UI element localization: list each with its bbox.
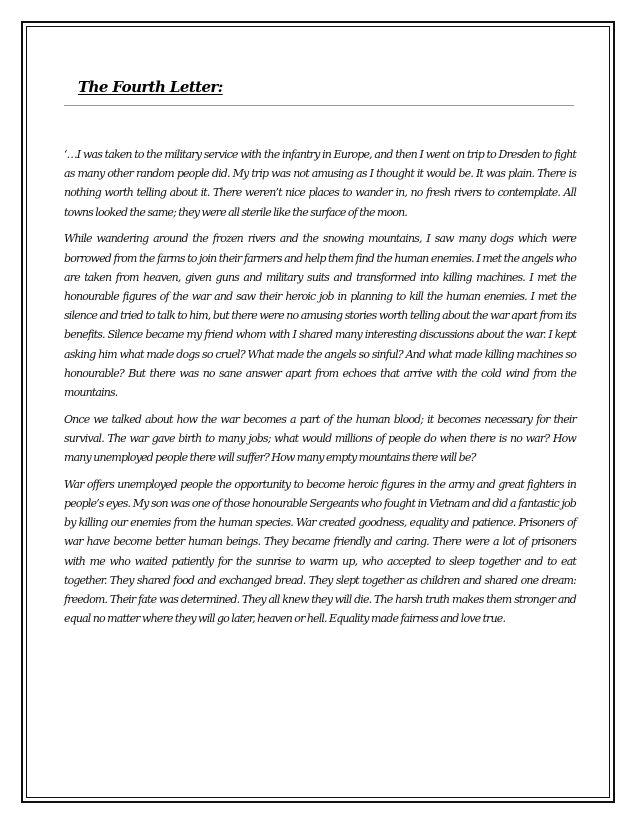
paragraph: ‘…I was taken to the military service with the infantry in Europe, and then I went on trip to Dresden to fight as many other random people did. My trip was not amusing as I thought it would be. It was plain. There is nothing worth telling about it. There weren’t nice places to wander in, no fresh rivers to contemplate. All towns looked the same; they were all sterile like the surface of the moon. [64,148,576,219]
paragraph: While wandering around the frozen rivers and the snowing mountains, I saw many dogs which were borrowed from the farms to join their farmers and help them find the human enemies. I met the angels who are taken from heaven, given guns and military suits and transformed into killing machines. I met the honourable figures of the war and saw their heroic job in planning to kill the human enemies. I met the silence and tried to talk to him, but there were no amusing stories worth telling about the war apart from its benefits. Silence became my friend whom with I shared many interesting discussions about the war. I kept asking him what made dogs so cruel? What made the angels so sinful? And what made killing machines so honourable? But there was no sane answer apart from echoes that arrive with the cold wind from the mountains. [64,232,576,399]
letter-body [64,145,576,636]
letter-title: The Fourth Letter: [78,78,223,96]
paragraph: War offers unemployed people the opportunity to become heroic figures in the army and great fighters in people’s eyes. My son was one of those honourable Sergeants who fought in Vietnam and did a fantastic job by killing our enemies from the human species. War created goodness, equality and patience. Prisoners of war have become better human beings. They became friendly and caring. There were a lot of prisoners with me who waited patiently for the sunrise to warm up, who accepted to sleep together and to eat together. They shared food and exchanged bread. They slept together as children and shared one dream: freedom. Their fate was determined. They all knew they will die. The harsh truth makes them stronger and equal no matter where they will go later, heaven or hell. Equality made fairness and love true. [64,477,576,626]
title-divider [64,105,574,106]
paragraph: Once we talked about how the war becomes a part of the human blood; it becomes necessary for their survival. The war gave birth to many jobs; what would millions of people do when there is no war? How many unemployed people there will suffer? How many empty mountains there will be? [64,412,576,465]
